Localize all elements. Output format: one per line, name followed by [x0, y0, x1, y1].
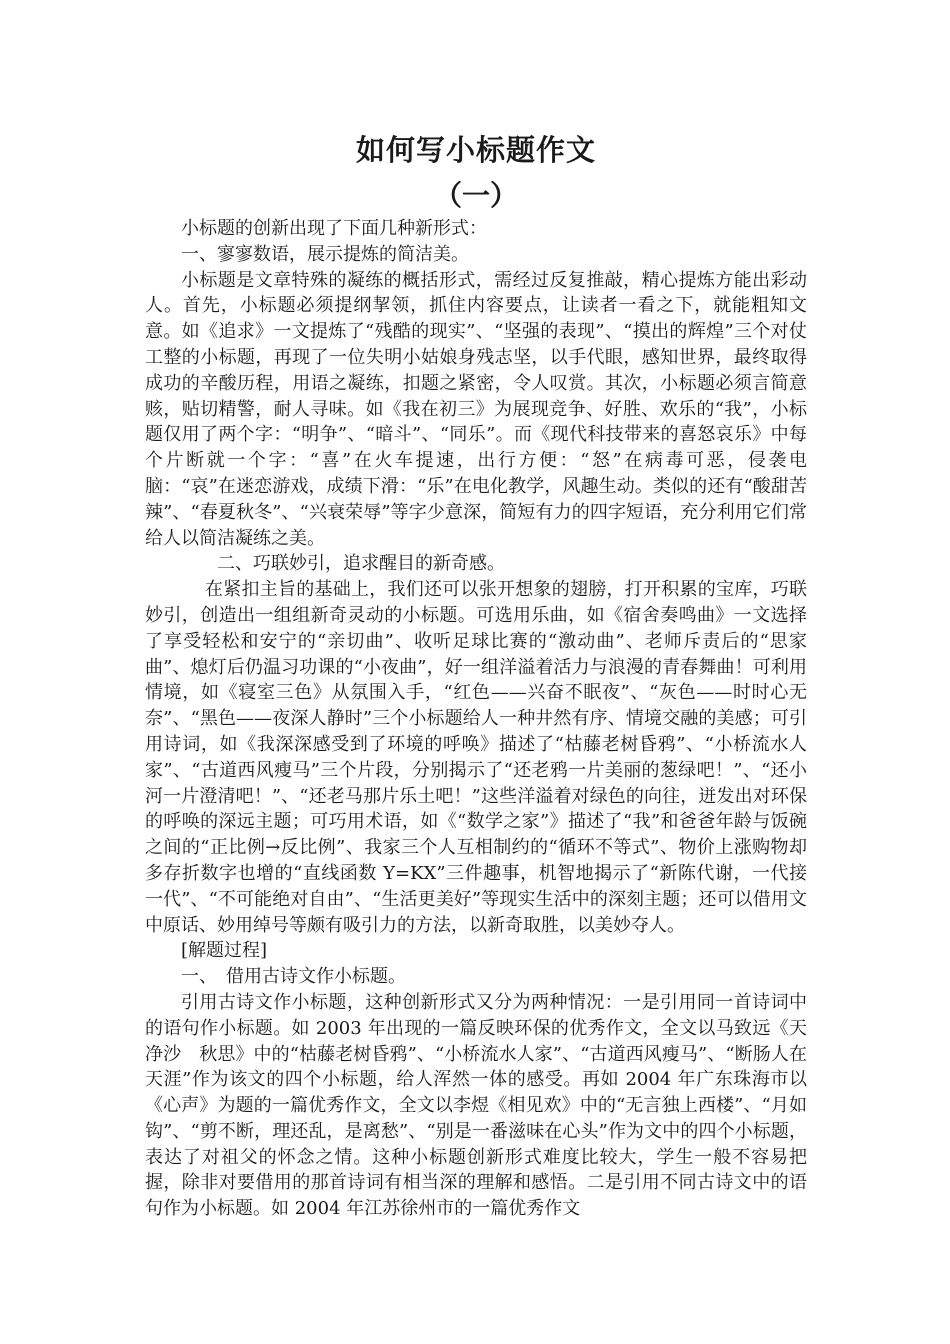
paragraph-2: 在紧扣主旨的基础上，我们还可以张开想象的翅膀，打开积累的宝库，巧联妙引，创造出一组组新奇灵动的小标题。可选用乐曲，如《宿舍奏鸣曲》一文选择了享受轻松和安宁的“亲切曲”、收听足球比赛的“激动曲”、老师斥责后的“思家曲”、熄灯后仍温习功课的“小夜曲”，好一组洋溢着活力与浪漫的青春舞曲！可利用情境，如《寝室三色》从氛围入手，“红色——兴奋不眠夜”、“灰色——时时心无奈”、“黑色——夜深人静时”三个小标题给人一种井然有序、情境交融的美感；可引用诗词，如《我深深感受到了环境的呼唤》描述了“枯藤老树昏鸦”、“小桥流水人家”、“古道西风瘦马”三个片段，分别揭示了“还老鸦一片美丽的葱绿吧！”、“还小河一片澄清吧！”、“还老马那片乐土吧！”这些洋溢着对绿色的向往，迸发出对环保的呼唤的深远主题；可巧用术语，如《“数学之家”》描述了“我”和爸爸年龄与饭碗之间的“正比例→反比例”、我家三个人互相制约的“循环不等式”、物价上涨购物却多存折数字也增的“直线函数 Y=KX”三件趣事，机智地揭示了“新陈代谢，一代接一代”、“不可能绝对自由”、“生活更美好”等现实生活中的深刻主题；还可以借用文中原话、妙用绰号等颇有吸引力的方法，以新奇取胜，以美妙夺人。: [145, 579, 807, 936]
section-heading-3: 一、 借用古诗文作小标题。: [181, 966, 406, 988]
document-body: [145, 216, 807, 1222]
document-subtitle: （一）: [433, 179, 518, 212]
document-page: [145, 130, 807, 1222]
paragraph-intro: 小标题的创新出现了下面几种新形式：: [181, 218, 487, 239]
paragraph-3: 引用古诗文作小标题，这种创新形式又分为两种情况：一是引用同一首诗词中的语句作小标题。如 2003 年出现的一篇反映环保的优秀作文，全文以马致远《天净沙 秋思》中的“枯藤老树昏鸦”、“小桥流水人家”、“古道西风瘦马”、“断肠人在天涯”作为该文的四个小标题，给人浑然一体的感受。再如 2004 年广东珠海市以《心声》为题的一篇优秀作文，全文以李煜《相见欢》中的“无言独上西楼”、“月如钩”、“剪不断，理还乱，是离愁”、“别是一番滋味在心头”作为文中的四个小标题，表达了对祖父的怀念之情。这种小标题创新形式难度比较大，学生一般不容易把握，除非对要借用的那首诗词有相当深的理解和感悟。二是引用不同古诗文中的语句作为小标题。如 2004 年江苏徐州市的一篇优秀作文: [145, 991, 807, 1220]
document-title: 如何写小标题作文: [355, 133, 596, 167]
section-heading-1: 一、寥寥数语，展示提炼的简洁美。: [181, 243, 469, 265]
label-solution-process: [解题过程]: [181, 940, 268, 962]
section-heading-2: 二、巧联妙引，追求醒目的新奇感。: [217, 553, 505, 575]
paragraph-1: 小标题是文章特殊的凝练的概括形式，需经过反复推敲，精心提炼方能出彩动人。首先，小标题必须提纲挈领，抓住内容要点，让读者一看之下，就能粗知文意。如《追求》一文提炼了“残酷的现实”、“坚强的表现”、“摸出的辉煌”三个对仗工整的小标题，再现了一位失明小姑娘身残志坚，以手代眼，感知世界，最终取得成功的辛酸历程，用语之凝练，扣题之紧密，令人叹赏。其次，小标题必须言简意赅，贴切精警，耐人寻味。如《我在初三》为展现竞争、好胜、欢乐的“我”，小标题仅用了两个字：“明争”、“暗斗”、“同乐”。而《现代科技带来的喜怒哀乐》中每个片断就一个字：“喜”在火车提速，出行方便：“怒”在病毒可恶，侵袭电脑：“哀”在迷恋游戏，成绩下滑：“乐”在电化教学，风趣生动。类似的还有“酸甜苦辣”、“春夏秋冬”、“兴衰荣辱”等字少意深，简短有力的四字短语，充分利用它们常给人以简洁凝练之美。: [145, 269, 807, 549]
